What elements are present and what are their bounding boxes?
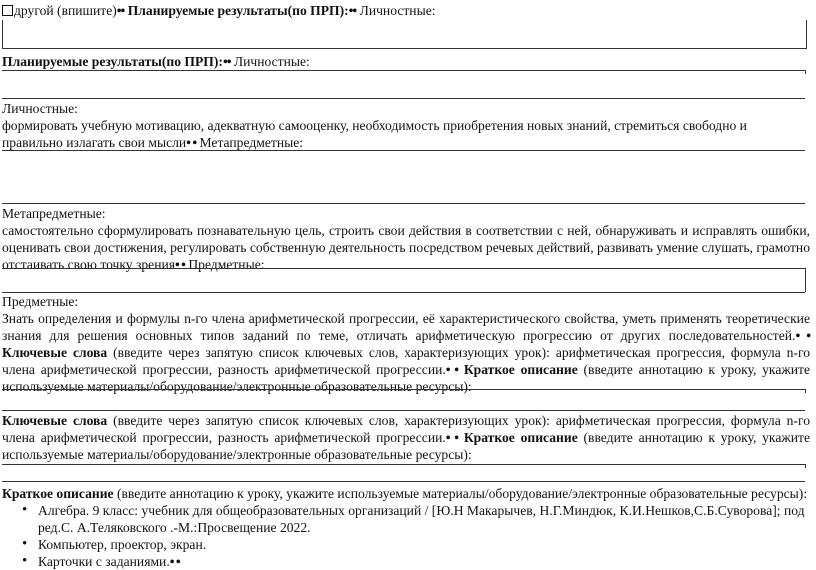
bullet-dots: • • bbox=[445, 430, 459, 445]
bullet-dots: •• bbox=[116, 3, 125, 18]
divider bbox=[2, 389, 805, 390]
input-box-1[interactable] bbox=[2, 20, 807, 49]
personal-label: Личностные: bbox=[359, 3, 436, 18]
materials-list bbox=[2, 502, 810, 570]
keywords-block bbox=[2, 412, 810, 463]
divider bbox=[805, 70, 806, 74]
divider bbox=[2, 98, 805, 99]
keywords-label: Ключевые слова bbox=[2, 413, 108, 428]
description-hint: (введите аннотацию к уроку, укажите используемые материалы/оборудование/электронные образовательные ресурсы): bbox=[2, 430, 810, 462]
subject-label: Предметные: bbox=[188, 257, 265, 272]
personal-results-body: формировать учебную мотивацию, адекватную самооценку, необходимость приобретения новых знаний, стремиться свободно и правильно излагать свои мысли bbox=[2, 118, 747, 150]
subject-results-text bbox=[2, 310, 810, 395]
personal-results-label: Личностные: bbox=[2, 101, 78, 116]
keywords-value: арифметическая прогрессия, формула n-го члена арифметической прогрессии, разность арифметической прогрессии. bbox=[2, 413, 810, 445]
list-item bbox=[2, 553, 810, 570]
divider bbox=[2, 203, 805, 204]
keywords-label: Ключевые слова bbox=[2, 345, 108, 360]
equipment-item: Компьютер, проектор, экран. bbox=[38, 537, 207, 552]
keywords-value: арифметическая прогрессия, формула n-го члена арифметической прогрессии, разность арифметической прогрессии. bbox=[2, 345, 810, 377]
description-block bbox=[2, 485, 810, 502]
divider bbox=[2, 464, 805, 465]
section-2-header bbox=[2, 53, 810, 70]
bullet-dots: • • bbox=[175, 257, 185, 272]
subject-results-label: Предметные: bbox=[2, 294, 79, 309]
bullet-dots: • • bbox=[795, 328, 810, 343]
divider bbox=[805, 464, 806, 468]
bullet-dots: • • bbox=[169, 554, 180, 569]
cards-item: Карточки с заданиями. bbox=[38, 554, 170, 569]
checkbox-other[interactable] bbox=[2, 5, 13, 16]
divider bbox=[2, 70, 805, 71]
keywords-hint: (введите через запятую список ключевых слов, характеризующих урок): bbox=[113, 413, 550, 428]
meta-results-label: Метапредметные: bbox=[2, 206, 106, 221]
bullet-dots: • • bbox=[445, 362, 459, 377]
planned-results-heading: Планируемые результаты(по ПРП): bbox=[127, 3, 349, 18]
description-hint: (введите аннотацию к уроку, укажите используемые материалы/оборудование/электронные образовательные ресурсы): bbox=[2, 362, 810, 394]
meta-results-body: самостоятельно сформулировать познавательную цель, строить свои действия в соответствии с ней, обнаруживать и исправлять ошибки, оценивать свои достижения, регулировать собственную деятельность посредством речевых действий, развивать умение слушать, грамотно отстаивать свою точку зрения bbox=[2, 223, 810, 272]
bullet-dots: •• bbox=[222, 54, 231, 69]
textbook-reference: Алгебра. 9 класс: учебник для общеобразовательных организаций / [Ю.Н Макарычев, Н.Г.Миндюк, К.И.Нешков,С.Б.Суворова]; под ред.С. А.Теляковского .-М.:Просвещение 2022. bbox=[38, 503, 805, 535]
bullet-dots: • • bbox=[186, 135, 197, 150]
divider bbox=[2, 410, 805, 411]
divider bbox=[2, 481, 805, 482]
divider bbox=[2, 268, 805, 269]
divider bbox=[805, 268, 806, 292]
personal-results-text bbox=[2, 117, 810, 151]
list-item bbox=[2, 536, 810, 553]
description-label: Краткое описание bbox=[463, 362, 578, 377]
subject-results-body: Знать определения и формулы n-го члена арифметической прогрессии, её характеристического свойства, уметь применять теоретические знания для решения основных типов заданий по теме, отличать арифметическую прогрессию от других последовательностей. bbox=[2, 311, 810, 343]
checkbox-label: другой (впишите) bbox=[14, 3, 117, 18]
meta-results-text bbox=[2, 222, 810, 273]
description-label: Краткое описание bbox=[463, 430, 578, 445]
description-label: Краткое описание bbox=[2, 486, 114, 501]
meta-label: Метапредметные: bbox=[199, 135, 304, 150]
section-1-header bbox=[2, 2, 810, 19]
list-item bbox=[2, 502, 810, 536]
bullet-dots: •• bbox=[348, 3, 357, 18]
planned-results-heading: Планируемые результаты(по ПРП): bbox=[2, 54, 223, 69]
divider bbox=[2, 150, 805, 151]
description-hint: (введите аннотацию к уроку, укажите используемые материалы/оборудование/электронные образовательные ресурсы): bbox=[116, 486, 808, 501]
personal-label: Личностные: bbox=[233, 54, 310, 69]
divider bbox=[805, 389, 806, 393]
keywords-hint: (введите через запятую список ключевых слов, характеризующих урок): bbox=[113, 345, 550, 360]
